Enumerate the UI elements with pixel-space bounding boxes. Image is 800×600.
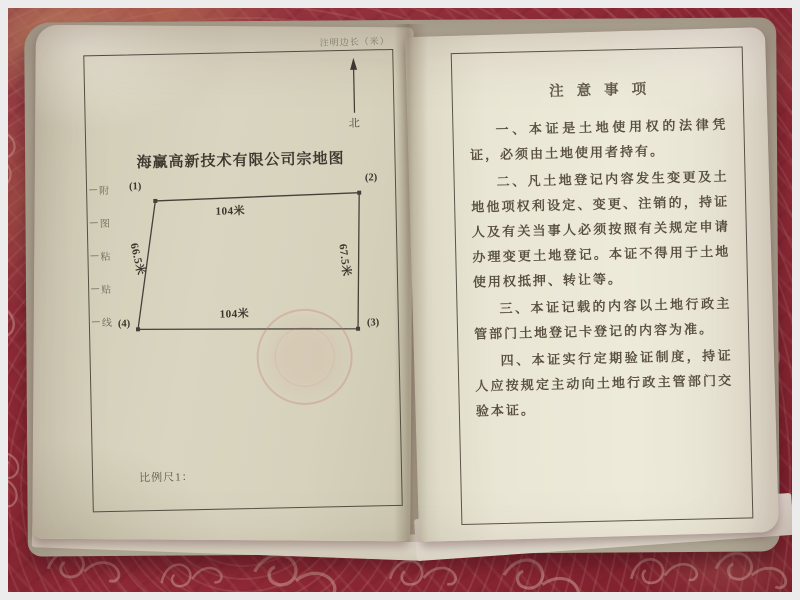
edge-length-note: 注明边长（米） [319, 35, 390, 48]
length-top: 104米 [215, 205, 246, 218]
notice-paragraph-4: 四、本证实行定期验证制度，持证人应按规定主动向土地行政主管部门交验本证。 [475, 347, 734, 419]
paste-line-char: 图 [99, 218, 110, 231]
paste-line-char: 贴 [101, 284, 112, 297]
corner-label-1: (1) [128, 181, 142, 193]
corner-label-3: (3) [366, 317, 380, 329]
paste-line-char: 附 [99, 185, 110, 198]
length-bottom: 104米 [219, 308, 250, 321]
paste-line-char: 线 [101, 317, 112, 330]
notice-title: 注意事项 [548, 81, 660, 100]
notice-paragraph-3: 三、本证记载的内容以土地行政主管部门土地登记卡登记的内容为准。 [473, 295, 732, 342]
scale-label: 比例尺1： [139, 471, 194, 485]
corner-label-2: (2) [364, 172, 378, 184]
parcel-map-title: 海赢高新技术有限公司宗地图 [136, 150, 345, 172]
north-label: 北 [348, 117, 360, 130]
length-right: 67.5米 [336, 243, 353, 278]
paste-line-char: 粘 [100, 251, 111, 264]
right-page [405, 27, 779, 542]
parcel-outline [84, 50, 401, 511]
notice-paragraph-2: 二、凡土地登记内容发生变更及土地他项权利设定、变更、注销的，持证人及有关当事人必须按照有关规定申请办理变更土地登记。本证不得用于土地使用权抵押、转让等。 [471, 168, 731, 290]
corner-label-4: (4) [117, 318, 131, 330]
notice-body [469, 112, 734, 426]
notice-frame [451, 46, 754, 525]
length-left: 66.5米 [127, 241, 147, 277]
parcel-map-frame [83, 49, 403, 512]
left-page [32, 25, 414, 542]
notice-paragraph-1: 一、本证是土地使用权的法律凭证，必须由土地使用者持有。 [469, 116, 728, 163]
